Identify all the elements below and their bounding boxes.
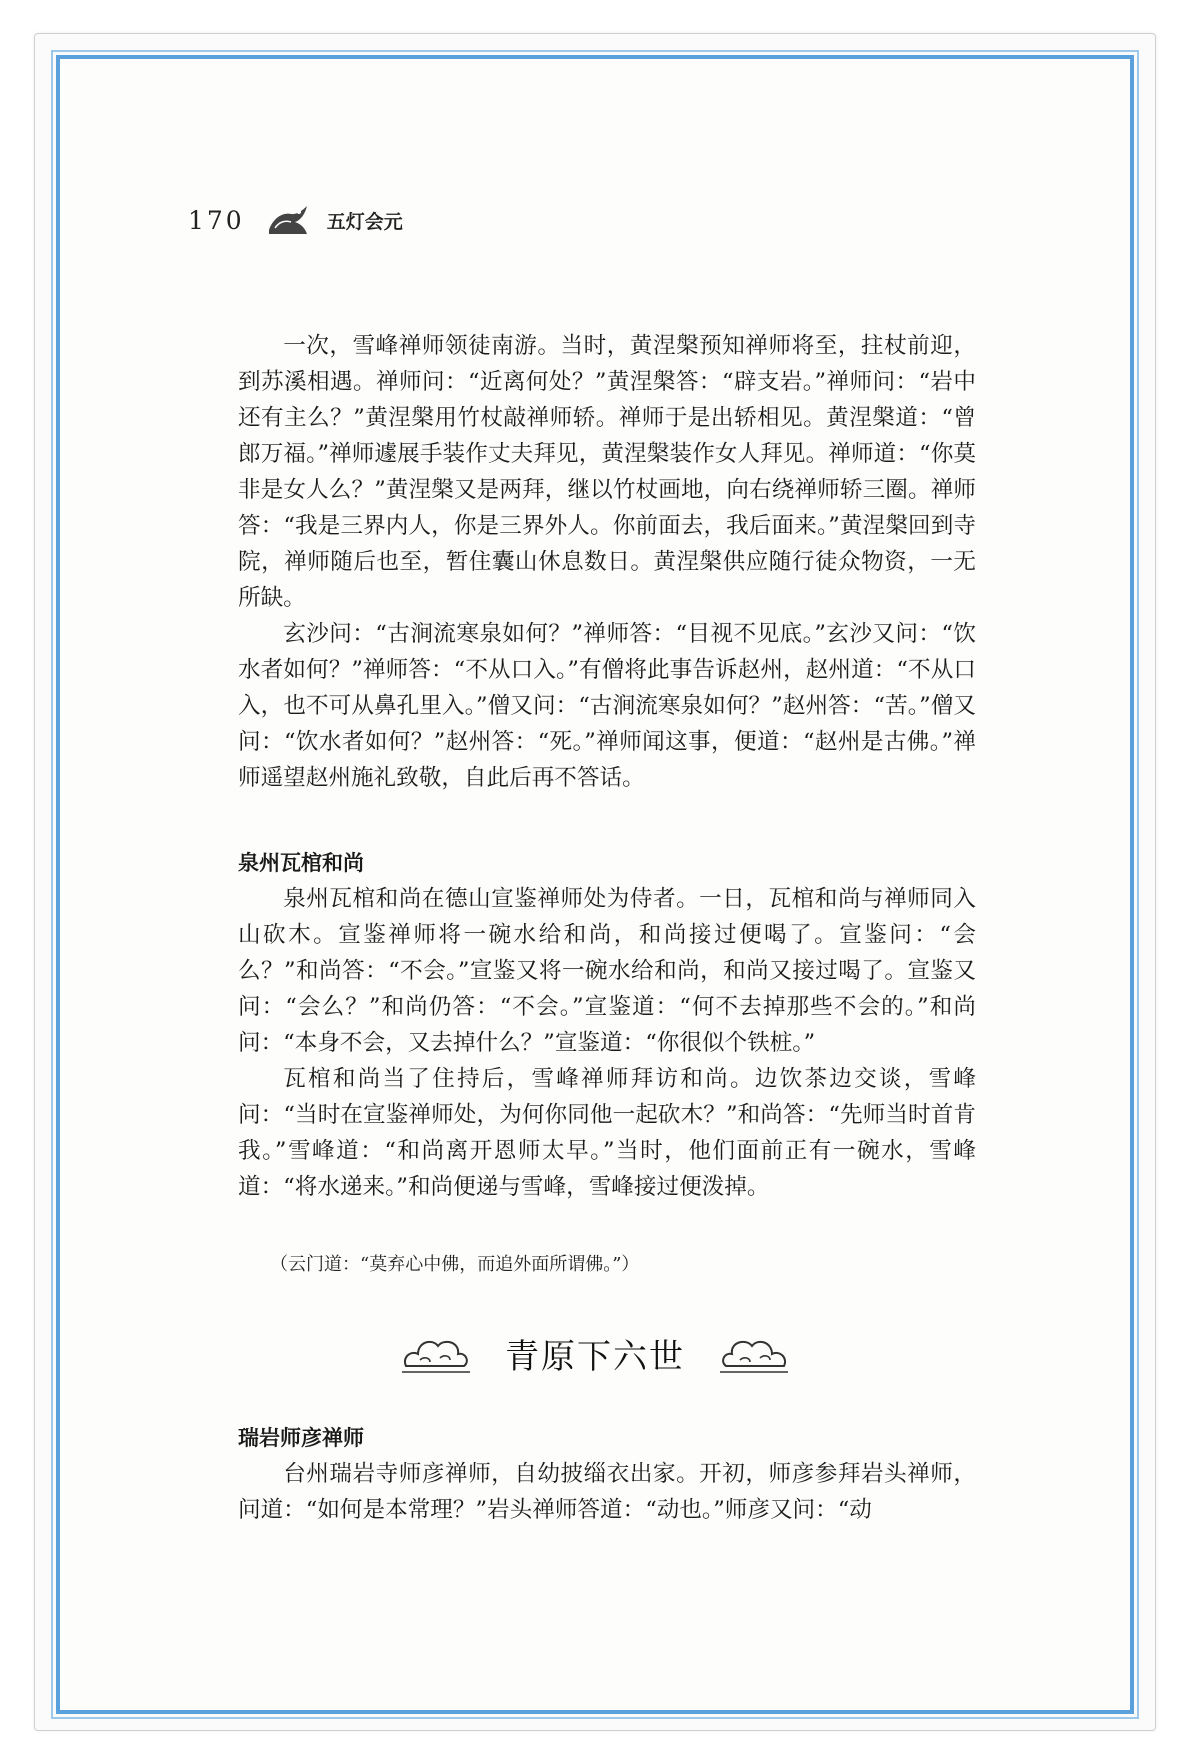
block-xuefeng xyxy=(238,328,976,796)
chapter-heading xyxy=(400,1325,790,1381)
cloud-ornament-icon xyxy=(718,1330,790,1376)
paragraph: 一次，雪峰禅师领徒南游。当时，黄涅槃预知禅师将至，拄杖前迎，到苏溪相遇。禅师问：“近离何处？”黄涅槃答：“辟支岩。”禅师问：“岩中还有主么？”黄涅槃用竹杖敲禅师轿。禅师于是出轿相见。黄涅槃道：“曾郎万福。”禅师遽展手装作丈夫拜见，黄涅槃装作女人拜见。禅师道：“你莫非是女人么？”黄涅槃又是两拜，继以竹杖画地，向右绕禅师轿三圈。禅师答：“我是三界内人，你是三界外人。你前面去，我后面来。”黄涅槃回到寺院，禅师随后也至，暂住囊山休息数日。黄涅槃供应随行徒众物资，一无所缺。 xyxy=(238,333,976,611)
section-heading: 泉州瓦棺和尚 xyxy=(238,851,364,875)
paragraph: 瓦棺和尚当了住持后，雪峰禅师拜访和尚。边饮茶边交谈，雪峰问：“当时在宣鉴禅师处，为何你同他一起砍木？”和尚答：“先师当时首肯我。”雪峰道：“和尚离开恩师太早。”当时，他们面前正有一碗水，雪峰道：“将水递来。”和尚便递与雪峰，雪峰接过便泼掉。 xyxy=(238,1066,976,1200)
paragraph: 泉州瓦棺和尚在德山宣鉴禅师处为侍者。一日，瓦棺和尚与禅师同入山砍木。宣鉴禅师将一碗水给和尚，和尚接过便喝了。宣鉴问：“会么？”和尚答：“不会。”宣鉴又将一碗水给和尚，和尚又接过喝了。宣鉴又问：“会么？”和尚仍答：“不会。”宣鉴道：“何不去掉那些不会的。”和尚问：“本身不会，又去掉什么？”宣鉴道：“你很似个铁桩。” xyxy=(238,886,976,1056)
block-ruiyan xyxy=(238,1420,976,1528)
commentary-note: （云门道：“莫弃心中佛，而追外面所谓佛。”） xyxy=(270,1254,640,1275)
page-number: 170 xyxy=(188,205,245,235)
section-heading: 瑞岩师彦禅师 xyxy=(238,1426,364,1450)
dragon-ornament-icon xyxy=(265,202,311,238)
cloud-ornament-icon xyxy=(400,1330,472,1376)
block-waguan xyxy=(238,845,976,1205)
book-title: 五灯会元 xyxy=(326,210,403,233)
page-header xyxy=(188,200,403,240)
chapter-title: 青原下六世 xyxy=(505,1336,685,1377)
paragraph: 玄沙问：“古涧流寒泉如何？”禅师答：“目视不见底。”玄沙又问：“饮水者如何？”禅师答：“不从口入。”有僧将此事告诉赵州，赵州道：“不从口入，也不可从鼻孔里入。”僧又问：“古涧流寒泉如何？”赵州答：“苦。”僧又问：“饮水者如何？”赵州答：“死。”禅师闻这事，便道：“赵州是古佛。”禅师遥望赵州施礼致敬，自此后再不答话。 xyxy=(238,621,976,791)
paragraph: 台州瑞岩寺师彦禅师，自幼披缁衣出家。开初，师彦参拜岩头禅师，问道：“如何是本常理？”岩头禅师答道：“动也。”师彦又问：“动 xyxy=(238,1461,976,1523)
